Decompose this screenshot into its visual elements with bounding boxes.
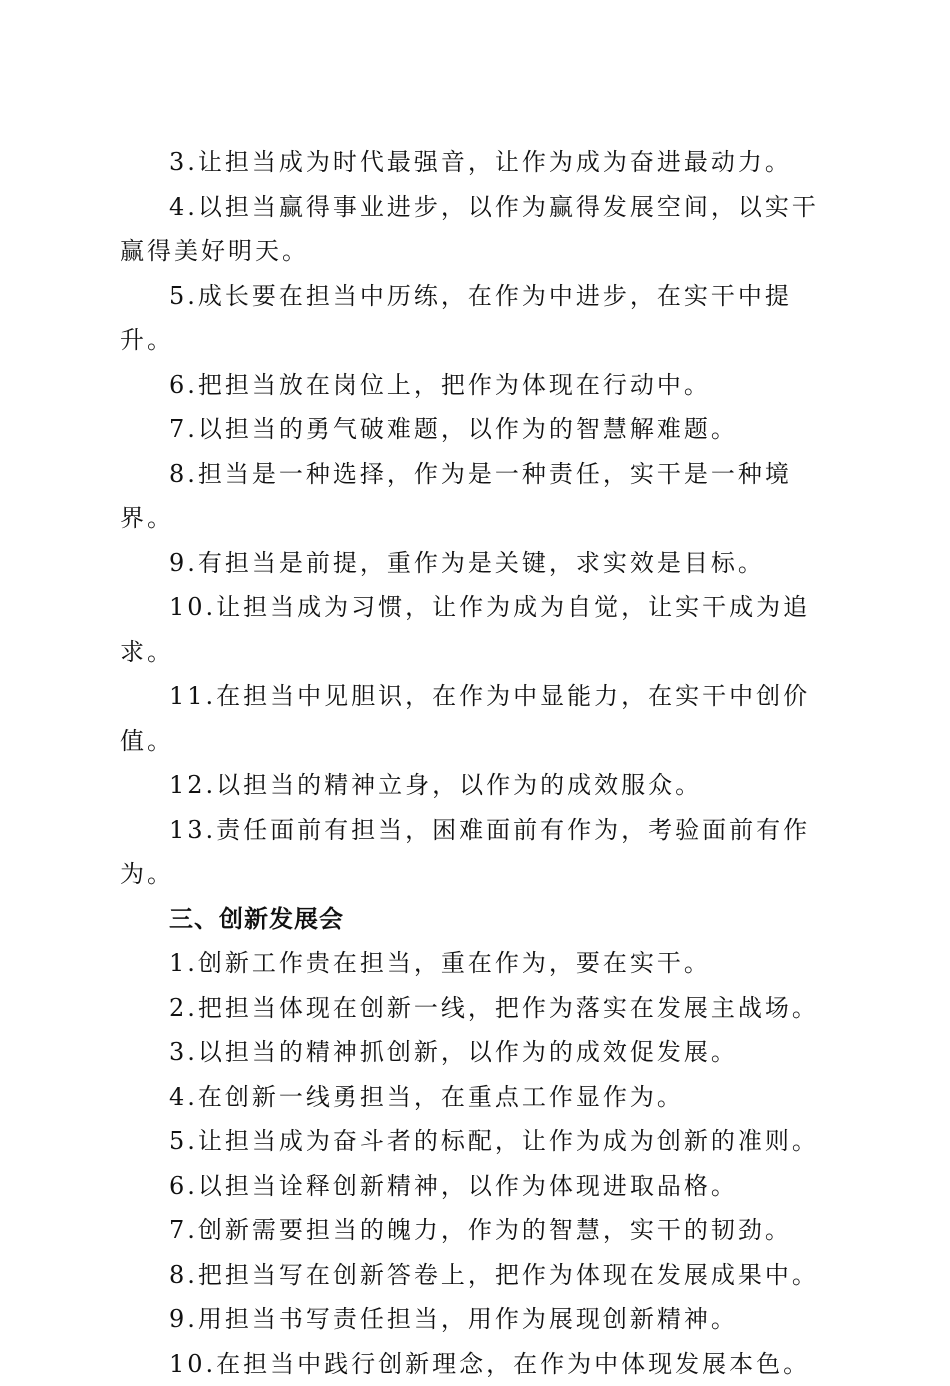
list-item: 8.担当是一种选择，作为是一种责任，实干是一种境界。 — [120, 452, 835, 541]
list-item: 11.在担当中见胆识，在作为中显能力，在实干中创价值。 — [120, 674, 835, 763]
list-item: 6.以担当诠释创新精神，以作为体现进取品格。 — [120, 1164, 835, 1209]
list-item: 6.把担当放在岗位上，把作为体现在行动中。 — [120, 363, 835, 408]
list-item: 5.让担当成为奋斗者的标配，让作为成为创新的准则。 — [120, 1119, 835, 1164]
list-item: 10.让担当成为习惯，让作为成为自觉，让实干成为追求。 — [120, 585, 835, 674]
list-item: 1.创新工作贵在担当，重在作为，要在实干。 — [120, 941, 835, 986]
list-item: 4.以担当赢得事业进步，以作为赢得发展空间，以实干赢得美好明天。 — [120, 185, 835, 274]
list-item: 9.用担当书写责任担当，用作为展现创新精神。 — [120, 1297, 835, 1342]
list-item: 4.在创新一线勇担当，在重点工作显作为。 — [120, 1075, 835, 1120]
document-body — [120, 140, 835, 1386]
list-item: 7.以担当的勇气破难题，以作为的智慧解难题。 — [120, 407, 835, 452]
list-item: 2.把担当体现在创新一线，把作为落实在发展主战场。 — [120, 986, 835, 1031]
list-item: 13.责任面前有担当，困难面前有作为，考验面前有作为。 — [120, 808, 835, 897]
section-heading: 三、创新发展会 — [120, 897, 835, 942]
list-item: 8.把担当写在创新答卷上，把作为体现在发展成果中。 — [120, 1253, 835, 1298]
list-item: 7.创新需要担当的魄力，作为的智慧，实干的韧劲。 — [120, 1208, 835, 1253]
list-item: 3.以担当的精神抓创新，以作为的成效促发展。 — [120, 1030, 835, 1075]
list-item: 10.在担当中践行创新理念，在作为中体现发展本色。 — [120, 1342, 835, 1386]
list-item: 12.以担当的精神立身，以作为的成效服众。 — [120, 763, 835, 808]
list-item: 9.有担当是前提，重作为是关键，求实效是目标。 — [120, 541, 835, 586]
list-item: 3.让担当成为时代最强音，让作为成为奋进最动力。 — [120, 140, 835, 185]
list-item: 5.成长要在担当中历练，在作为中进步，在实干中提升。 — [120, 274, 835, 363]
